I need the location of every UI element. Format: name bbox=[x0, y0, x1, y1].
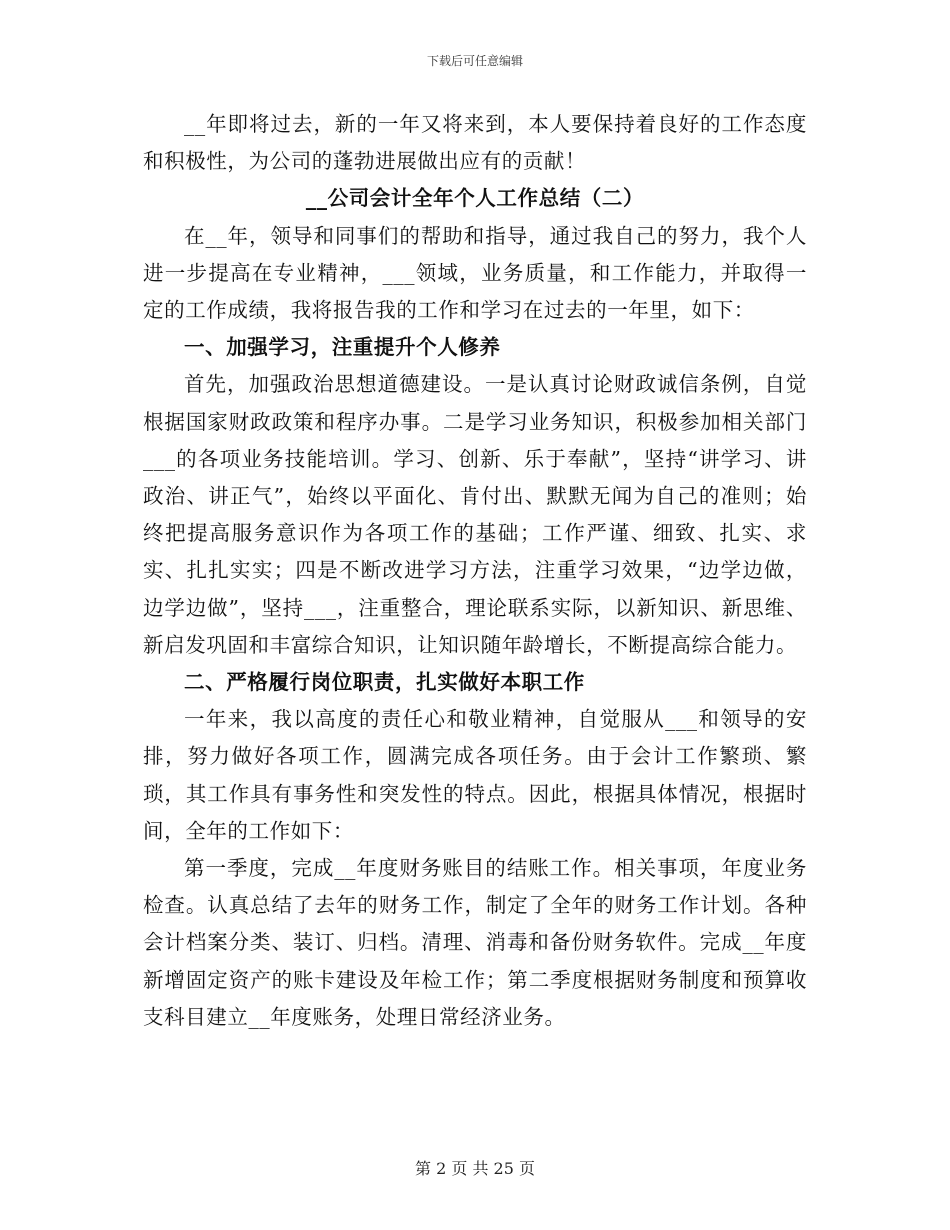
section1-paragraph: 首先，加强政治思想道德建设。一是认真讨论财政诚信条例，自觉根据国家财政政策和程序办事。二是学习业务知识，积极参加相关部门___的各项业务技能培训。学习、创新、乐于奉献”，坚持“讲学习、讲政治、讲正气”，始终以平面化、肯付出、默默无闻为自己的准则；始终把提高服务意识作为各项工作的基础；工作严谨、细致、扎实、求实、扎扎实实；四是不断改进学习方法，注重学习效果，“边学边做，边学边做”，坚持___，注重整合，理论联系实际，以新知识、新思维、新启发巩固和丰富综合知识，让知识随年龄增长，不断提高综合能力。 bbox=[143, 372, 807, 657]
document-title: __公司会计全年个人工作总结（二） bbox=[305, 186, 645, 211]
opening-paragraph: 在__年，领导和同事们的帮助和指导，通过我自己的努力，我个人进一步提高在专业精神，___领域，业务质量，和工作能力，并取得一定的工作成绩，我将报告我的工作和学习在过去的一年里，如下： bbox=[143, 223, 807, 323]
page-footer: 第 2 页 共 25 页 bbox=[415, 1159, 535, 1178]
document-body bbox=[143, 106, 807, 1036]
page-header: 下载后可任意编辑 bbox=[426, 54, 523, 68]
section2-paragraph-2: 第一季度，完成__年度财务账目的结账工作。相关事项，年度业务检查。认真总结了去年的财务工作，制定了全年的财务工作计划。各种会计档案分类、装订、归档。清理、消毒和备份财务软件。完成__年度新增固定资产的账卡建设及年检工作；第二季度根据财务制度和预算收支科目建立__年度账务，处理日常经济业务。 bbox=[143, 856, 807, 1029]
section1-heading: 一、加强学习，注重提升个人修养 bbox=[184, 335, 501, 360]
section2-heading: 二、严格履行岗位职责，扎实做好本职工作 bbox=[184, 670, 585, 695]
intro-paragraph: __年即将过去，新的一年又将来到，本人要保持着良好的工作态度和积极性，为公司的蓬勃进展做出应有的贡献！ bbox=[143, 112, 807, 174]
section2-paragraph-1: 一年来，我以高度的责任心和敬业精神，自觉服从___和领导的安排，努力做好各项工作，圆满完成各项任务。由于会计工作繁琐、繁琐，其工作具有事务性和突发性的特点。因此，根据具体情况，根据时间，全年的工作如下： bbox=[143, 707, 807, 843]
